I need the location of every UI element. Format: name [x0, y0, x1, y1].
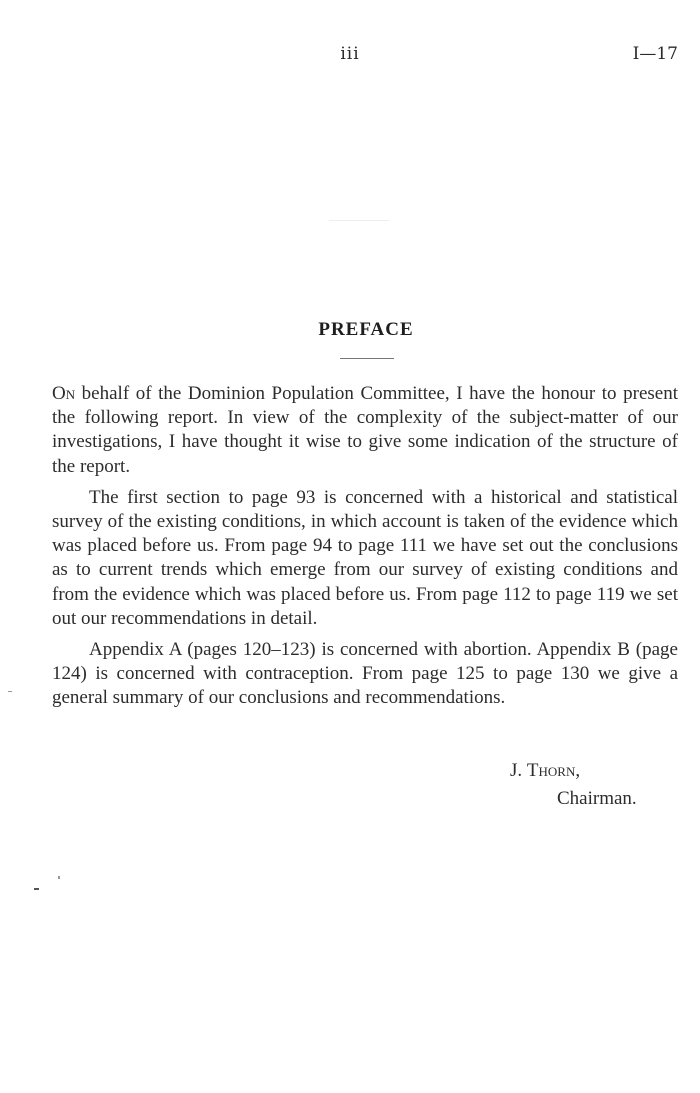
- signatory-surname: Thorn: [526, 760, 576, 781]
- scan-speck: [8, 691, 12, 692]
- signatory-initial: J.: [510, 760, 527, 781]
- scan-speck: [58, 876, 60, 879]
- scan-speck: [34, 888, 39, 890]
- preface-body: [52, 382, 678, 718]
- paragraph-1-lead: On: [52, 383, 76, 404]
- signatory-title: Chairman.: [557, 788, 637, 809]
- paragraph-1-text: behalf of the Dominion Population Committee, I have the honour to present the following report. In view of the complexity of the subject-matter of our investigations, I have thought it wise to give some indication of the structure of the report.: [52, 383, 678, 477]
- title-rule: [340, 358, 394, 359]
- paragraph-2: The first section to page 93 is concerned with a historical and statistical survey of the existing conditions, in which account is taken of the evidence which was placed before us. From page 94 to page 111 we have set out the conclusions as to current trends which emerge from our survey of existing conditions and from the evidence which was placed before us. From page 112 to page 119 we set out our recommendations in detail.: [52, 486, 678, 629]
- signatory-comma: ,: [575, 760, 581, 781]
- signatory-name: [510, 760, 580, 782]
- scan-speck: [329, 220, 389, 221]
- page-number: iii: [340, 44, 360, 64]
- page-title: PREFACE: [318, 319, 414, 340]
- paragraph-1: [52, 382, 678, 479]
- paragraph-3: Appendix A (pages 120–123) is concerned with abortion. Appendix B (page 124) is concerned with contraception. From page 125 to page 130 we give a general summary of our conclusions and recommendations.: [52, 639, 678, 709]
- document-reference: I—17: [632, 44, 678, 64]
